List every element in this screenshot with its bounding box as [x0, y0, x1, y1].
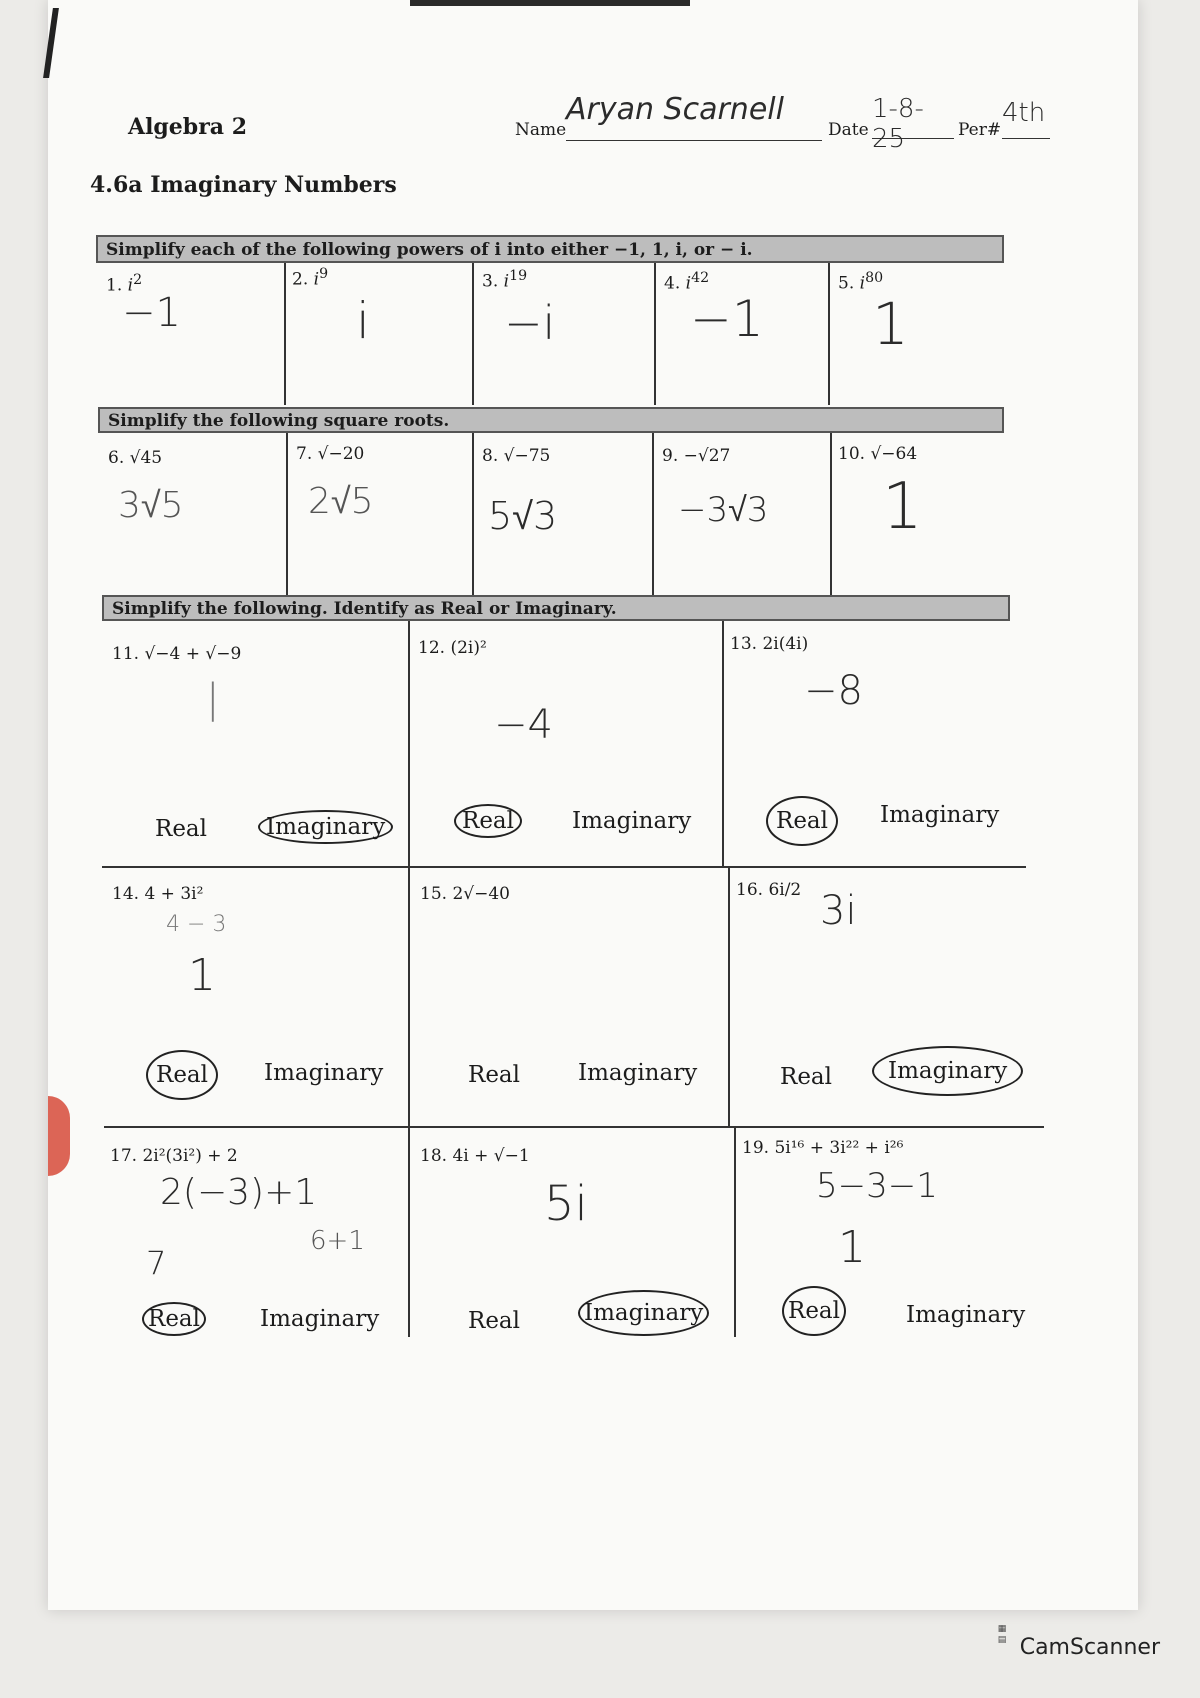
- work-19: 5−3−1: [816, 1166, 938, 1206]
- answer-7[interactable]: 2√5: [308, 481, 374, 522]
- problem-16: 16. 6i/2: [736, 880, 802, 900]
- problem-1: 1. $i^2$: [106, 272, 143, 296]
- real-option-16[interactable]: Real: [780, 1064, 832, 1090]
- divider: [722, 621, 724, 867]
- course-title: Algebra 2: [128, 114, 248, 140]
- imaginary-option-16[interactable]: Imaginary: [872, 1046, 1023, 1096]
- real-option-12[interactable]: Real: [454, 804, 522, 838]
- divider: [654, 263, 656, 405]
- imaginary-option-11[interactable]: Imaginary: [258, 810, 393, 844]
- camscanner-logo-icon: ▦ ▤: [997, 1624, 1007, 1645]
- real-option-14[interactable]: Real: [146, 1050, 218, 1100]
- problem-18: 18. 4i + √−1: [420, 1146, 530, 1166]
- problem-17: 17. 2i²(3i²) + 2: [110, 1146, 238, 1166]
- answer-10[interactable]: 1: [882, 470, 923, 544]
- real-option-15[interactable]: Real: [468, 1062, 520, 1088]
- problem-10: 10. √−64: [838, 444, 918, 464]
- problem-8: 8. √−75: [482, 446, 551, 466]
- answer-11[interactable]: |: [206, 676, 220, 722]
- row-divider: [104, 1126, 1044, 1128]
- real-option-11[interactable]: Real: [155, 816, 207, 842]
- answer-8[interactable]: 5√3: [488, 494, 558, 538]
- divider: [734, 1127, 736, 1337]
- section2-instruction: Simplify the following square roots.: [98, 407, 1004, 433]
- answer-16[interactable]: 3i: [820, 888, 857, 934]
- answer-5[interactable]: 1: [872, 290, 909, 358]
- real-option-19[interactable]: Real: [782, 1286, 846, 1336]
- finger-shadow: [48, 1096, 70, 1176]
- answer-4[interactable]: −1: [690, 290, 764, 348]
- problem-3: 3. $i^{19}$: [482, 268, 528, 292]
- work-17: 2(−3)+1: [160, 1172, 318, 1213]
- problem-14: 14. 4 + 3i²: [112, 884, 204, 904]
- name-field[interactable]: Aryan Scarnell: [566, 92, 822, 141]
- imaginary-option-18[interactable]: Imaginary: [578, 1290, 709, 1336]
- divider: [828, 263, 830, 405]
- divider: [652, 433, 654, 601]
- answer-19[interactable]: 1: [838, 1222, 866, 1273]
- answer-18[interactable]: 5i: [544, 1176, 588, 1232]
- name-label: Name: [515, 120, 567, 140]
- problem-11: 11. √−4 + √−9: [112, 644, 242, 664]
- imaginary-option-15[interactable]: Imaginary: [578, 1060, 698, 1086]
- problem-6: 6. √45: [108, 448, 163, 468]
- problem-13: 13. 2i(4i): [730, 634, 809, 654]
- answer-6[interactable]: 3√5: [118, 485, 184, 526]
- work-14: 4 − 3: [166, 912, 227, 937]
- section-title: 4.6a Imaginary Numbers: [90, 172, 397, 198]
- problem-9: 9. −√27: [662, 446, 731, 466]
- work-17b: 6+1: [310, 1226, 365, 1256]
- answer-2[interactable]: i: [356, 292, 370, 350]
- answer-17[interactable]: 7: [146, 1244, 167, 1282]
- problem-12: 12. (2i)²: [418, 638, 487, 658]
- real-option-13[interactable]: Real: [766, 796, 838, 846]
- problem-7: 7. √−20: [296, 444, 365, 464]
- divider: [728, 867, 730, 1127]
- divider: [830, 433, 832, 601]
- real-option-18[interactable]: Real: [468, 1308, 520, 1334]
- answer-14[interactable]: 1: [188, 950, 216, 1001]
- imaginary-option-19[interactable]: Imaginary: [906, 1302, 1026, 1328]
- answer-13[interactable]: −8: [804, 668, 863, 714]
- answer-3[interactable]: −i: [504, 296, 556, 350]
- date-field[interactable]: 1-8-25: [872, 94, 954, 139]
- imaginary-option-14[interactable]: Imaginary: [264, 1060, 384, 1086]
- divider: [284, 263, 286, 405]
- camscanner-watermark: CamScanner: [1019, 1635, 1160, 1660]
- divider: [408, 621, 410, 1337]
- period-field[interactable]: 4th: [1002, 98, 1050, 139]
- problem-15: 15. 2√−40: [420, 884, 510, 904]
- answer-12[interactable]: −4: [494, 702, 553, 748]
- divider: [472, 433, 474, 601]
- answer-9[interactable]: −3√3: [678, 490, 769, 530]
- imaginary-option-13[interactable]: Imaginary: [880, 802, 1000, 828]
- answer-1[interactable]: −1: [122, 290, 181, 336]
- row-divider: [102, 866, 1026, 868]
- section3-instruction: Simplify the following. Identify as Real or Imaginary.: [102, 595, 1010, 621]
- divider: [472, 263, 474, 405]
- real-option-17[interactable]: Real: [142, 1302, 206, 1336]
- imaginary-option-12[interactable]: Imaginary: [572, 808, 692, 834]
- problem-4: 4. $i^{42}$: [664, 270, 710, 294]
- problem-5: 5. $i^{80}$: [838, 270, 884, 294]
- date-label: Date: [828, 120, 869, 140]
- imaginary-option-17[interactable]: Imaginary: [260, 1306, 380, 1332]
- problem-2: 2. $i^9$: [292, 266, 329, 290]
- divider: [286, 433, 288, 601]
- section1-instruction: Simplify each of the following powers of i into either −1, 1, i, or − i.: [96, 235, 1004, 263]
- problem-19: 19. 5i¹⁶ + 3i²² + i²⁶: [742, 1138, 904, 1158]
- period-label: Per#: [958, 120, 1002, 140]
- scan-edge: [410, 0, 690, 6]
